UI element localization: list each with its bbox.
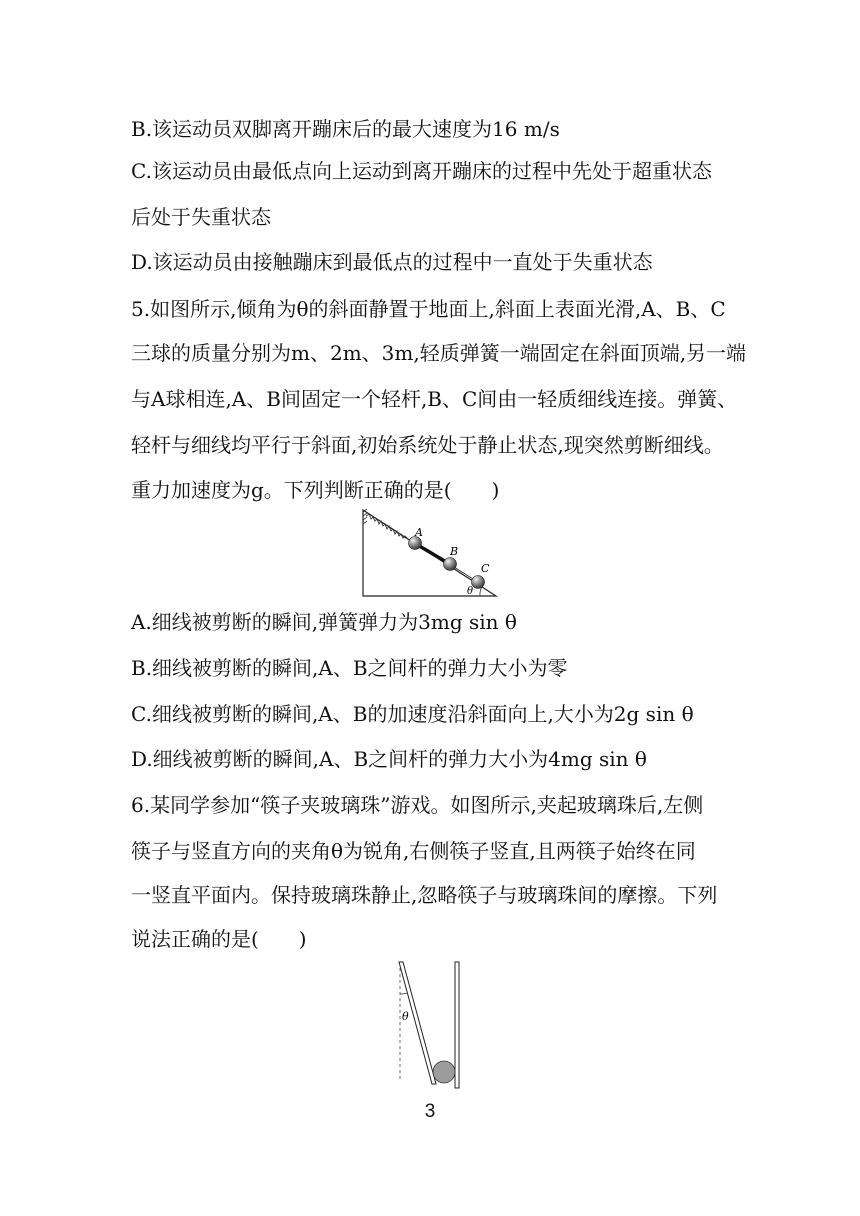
text-line: C.该运动员由最低点向上运动到离开蹦床的过程中先处于超重状态 — [131, 159, 712, 183]
text-line: 后处于失重状态 — [131, 205, 271, 229]
thread — [454, 567, 473, 579]
text-line: 重力加速度为g。下列判断正确的是( ) — [131, 478, 500, 502]
left-chopstick — [399, 962, 436, 1084]
ball-b — [444, 558, 457, 571]
text-line: C.细线被剪断的瞬间,A、B的加速度沿斜面向上,大小为2g sin θ — [131, 702, 694, 726]
text-line: 筷子与竖直方向的夹角θ为锐角,右侧筷子竖直,且两筷子始终在同 — [131, 839, 696, 863]
ball-c — [472, 576, 485, 589]
incline-figure — [358, 508, 503, 600]
text-line: B.该运动员双脚离开蹦床后的最大速度为16 m/s — [131, 117, 560, 141]
label-theta: θ — [402, 1010, 409, 1023]
text-line: D.细线被剪断的瞬间,A、B之间杆的弹力大小为4mg sin θ — [131, 747, 647, 771]
text-line: 轻杆与细线均平行于斜面,初始系统处于静止状态,现突然剪断细线。 — [131, 433, 724, 457]
text-line: A.细线被剪断的瞬间,弹簧弹力为3mg sin θ — [131, 610, 517, 634]
rod — [416, 544, 448, 563]
text-line: 三球的质量分别为m、2m、3m,轻质弹簧一端固定在斜面顶端,另一端 — [131, 341, 747, 365]
label-b: B — [450, 545, 459, 558]
angle-arc — [480, 588, 482, 597]
text-line: 与A球相连,A、B间固定一个轻杆,B、C间由一轻质细线连接。弹簧、 — [131, 387, 738, 411]
text-line: D.该运动员由接触蹦床到最低点的过程中一直处于失重状态 — [131, 250, 653, 274]
text-line: 6.某同学参加“筷子夹玻璃珠”游戏。如图所示,夹起玻璃珠后,左侧 — [131, 793, 704, 817]
text-line: 说法正确的是( ) — [131, 927, 307, 951]
label-a: A — [415, 526, 423, 539]
label-c: C — [481, 562, 490, 575]
glass-bead — [433, 1061, 455, 1083]
page-number: 3 — [424, 1101, 436, 1122]
text-line: 5.如图所示,倾角为θ的斜面静置于地面上,斜面上表面光滑,A、B、C — [131, 297, 726, 321]
right-chopstick — [455, 962, 459, 1088]
chopsticks-figure — [392, 958, 472, 1090]
text-line: 一竖直平面内。保持玻璃珠静止,忽略筷子与玻璃珠间的摩擦。下列 — [131, 883, 718, 907]
text-line: B.细线被剪断的瞬间,A、B之间杆的弹力大小为零 — [131, 656, 568, 680]
angle-arc — [400, 993, 408, 994]
spring — [366, 514, 409, 540]
label-theta: θ — [467, 586, 474, 597]
